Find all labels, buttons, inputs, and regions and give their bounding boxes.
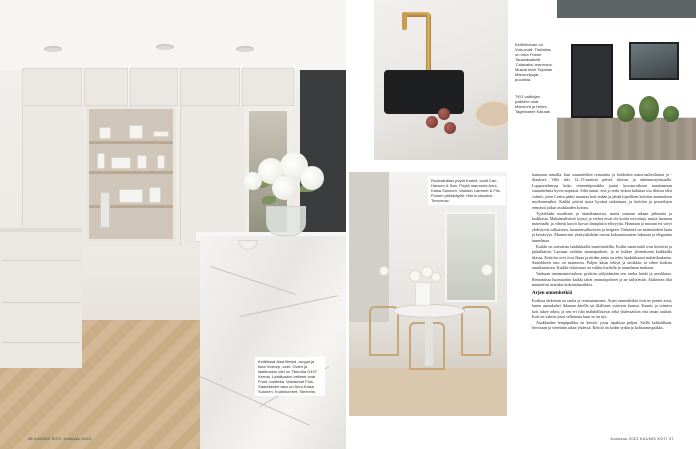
fruit: [444, 122, 456, 134]
ceiling-spotlight: [236, 46, 254, 52]
upper-cabinet: [180, 68, 240, 106]
dining-caption: Ruokailutilan pöytä Kartell, tuolit Carl Hansen & Søn. Pöytä marmoria Anni-Kaisa Sulonen. Valaisin Lambert & Fils. Puinen piikkikäyttö: Hieno sisustus Tomorrow.: [428, 176, 506, 205]
shrub: [617, 104, 635, 122]
sink-caption: Keittiöhanan on Vola-malli. Tiskiallas on Intra Frame. Taustakaakelit 'Calacatta'-marmoria. Mustat kivet Tapiolan Marmoripojat -puodista.: [515, 42, 553, 82]
dining-room-photo: [349, 172, 507, 416]
plate: [153, 131, 169, 137]
sink-caption-secondary: TKO-valittujen palkkien osat Marmorit ja Helmi-Tageliname Kaluste.: [515, 94, 552, 114]
bowl: [119, 189, 143, 203]
marble-island: [200, 236, 346, 449]
jar: [129, 125, 143, 139]
drawer-line: [2, 342, 80, 343]
ceiling-spotlight: [156, 44, 174, 50]
flower: [431, 272, 441, 282]
side-counter: [0, 228, 82, 368]
article-subheading: Arjen onnenhetkiä: [532, 290, 573, 296]
upper-cabinet: [22, 68, 82, 106]
front-door: [571, 44, 613, 118]
kitchen-photo: [0, 0, 346, 449]
flower: [272, 176, 298, 200]
article-paragraph: Kodissa tärkeintä on rauha ja rentoutuminen. Arjen onnenhetkiä ovat ne pienet asiat, kuten aamukahvi ikkunan äärellä tai illallinen ystävien kanssa. Kaunis ja toimiva koti tukee arkea, ja sen eri tilat mahdollistavat sekä yhdessäolon että oman rauhan. Koti on valmis juuri sellaisena kuin se on nyt.: [532, 297, 672, 320]
shrub: [639, 96, 659, 122]
ceiling: [0, 0, 346, 70]
house-exterior-photo: [557, 0, 696, 160]
vase: [415, 282, 431, 306]
upper-cabinet: [242, 68, 294, 106]
right-folio: Joulukuu 2021 KAUNIS KOTI 37: [610, 436, 674, 441]
flower: [481, 264, 493, 276]
flower: [244, 172, 262, 190]
article-paragraph: Kaikki on toteutettu laadukkailla materiaaleilla. Kodin materiaalit ovat kestäviä ja pitkäikäisiä. Lattiaan valittiin tammiparketti, ja se kulkee yhtenäisenä kaikkialla tilassa. Keittiön ovet ovat Ikeaa ja niiden pinta on tehty laadukkaasti mittatilauksena. Saarekkeen taso on marmoria. Paljon käsin tehtyä ja uniikkia, se tekee kodista ainutlaatuisen. Kaikki valaisimet on valittu huolella ja tunnelman mukaan.: [532, 243, 672, 271]
window: [445, 212, 497, 302]
glass-vase: [266, 206, 306, 236]
faucet-spout: [402, 12, 407, 30]
marble-vein: [240, 295, 338, 317]
table-pedestal: [425, 316, 433, 366]
shelf: [89, 141, 173, 144]
flower: [409, 270, 421, 282]
marble-vein: [210, 266, 296, 295]
fruit: [438, 108, 450, 120]
container: [149, 187, 161, 203]
sink-photo: [374, 0, 508, 160]
stand-mixer: [100, 192, 110, 228]
flower: [300, 166, 324, 190]
article-paragraph: Asukkaiden lempipaikka on keittiö, jossa tapahtuu paljon. Siellä kokkaillaan, leivotaan ja vietetään aikaa yhdessä. Keittiö on kodin sydän ja kohtaamispaikka.: [532, 319, 672, 331]
jar: [111, 157, 131, 169]
article-paragraph: Vanhaan rintamamiestaloon pyrittiin säilyttämään sen vanha henki ja arvokkuus. Remontissa huomioitiin kaikki talon ominaispiirteet ja ne säilytettiin. Alakerran tilat muutettiin avaraksi kokonaisuudeksi.: [532, 271, 672, 288]
leaf: [262, 196, 276, 204]
ceiling-spotlight: [44, 46, 62, 52]
ground: [557, 118, 696, 160]
window: [629, 42, 679, 80]
shelf: [89, 171, 173, 174]
shrub: [663, 106, 679, 122]
brass-faucet: [426, 14, 431, 76]
left-folio: 36 KAUNIS KOTI Joulukuu 2021: [28, 436, 92, 441]
upper-cabinet: [84, 68, 128, 106]
drawer-line: [2, 260, 80, 261]
article-paragraph: kanssaan samalla, kun suunniteltiin remonttia ja hoidettiin materiaalivalinnat ja -tilaukset. Ville teki 12–15-tuntisia päiviä tiloissa ja rakennustyömaalla. Loppuvaiheessa koko remonttiporukka joutui korona-aikaan muuttamaan suunnitelmia hyvin nopeasti. Siltä tuntui, että jo reilu viikon kuluttua osa tiloista olisi valmis, joten Leetta päätti muuttaa heti sisään ja jättää lopullisen keittiön asennuksen myöhemmäksi. Kaikki pitivät tuota hyvänä ratkaisuna, ja keittiön ja pesutilojen remontti jatkui asukkaiden kotona.: [532, 172, 672, 210]
kitchen-caption: Keittiössä Ikea Metod -rungot ja Ikea Voxtorp -ovet. Ovien ja laatikoston väri on Tikkurila G497 Kerma. Laatikoston vetimet ovat Frost -tuotteita. Valaisimet Flos. Saarekkeen taso on Anni-Kaisa Sulonen. Kodinkoneet: Siemens.: [255, 357, 325, 396]
wall: [349, 172, 389, 322]
bottle: [97, 153, 105, 169]
tall-cabinet: [180, 106, 244, 246]
black-sink: [384, 70, 464, 114]
tall-cabinet: [22, 106, 84, 232]
cup: [99, 127, 111, 139]
flower: [379, 266, 389, 276]
floor: [349, 368, 507, 416]
wooden-plate: [474, 100, 508, 128]
jar: [137, 155, 147, 169]
chair: [461, 306, 491, 356]
jar: [157, 155, 165, 169]
article-paragraph: Tyyleiltään modernia ja skandinaavista, mutta samaan aikaan pehmeää ja kodikasta. Maksimalistiset tyynyt ja verhot eivät ole kotiin toivottuja, mutta luonnon materiaalit ja vihreät kasvit luovat ilmapiiriin elävyyttä. Harmaan ja mustan eri sävyt yhdistyvät valkoiseen, luonnonvalkoiseen ja beigeen. Tärkeintä on materiaalien laatu ja kestävyys. Marmoriset yksityiskohdat tuovat kokonaisuuteen luksusta ja eleganttia tunnelmaa.: [532, 210, 672, 243]
drawer-line: [2, 302, 80, 303]
article-column: [532, 172, 672, 331]
upper-cabinet: [130, 68, 178, 106]
fruit: [426, 116, 438, 128]
